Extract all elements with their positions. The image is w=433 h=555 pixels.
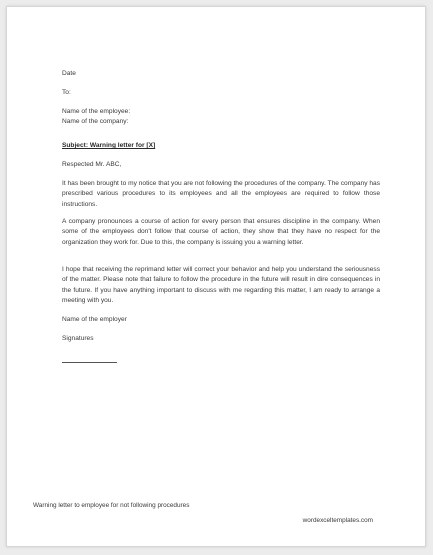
signatures-line: Signatures — [62, 335, 94, 342]
document-page — [6, 6, 426, 547]
date-line: Date — [62, 70, 76, 77]
employer-name-line: Name of the employer — [62, 316, 127, 323]
signature-rule — [62, 362, 117, 363]
paragraph-3: I hope that receiving the reprimand letter will correct your behavior and help you understand the seriousness of the matter. Please note that failure to follow the procedure in the future will result in dire consequences in the future. If you have anything important to discuss with me regarding this matter, I am ready to arrange a meeting with you. — [62, 266, 380, 305]
paragraph-1: It has been brought to my notice that you are not following the procedures of the company. The company has prescribed various procedures to its employees and all the employees are required to follow those instructions. — [62, 180, 380, 208]
paragraph-2: A company pronounces a course of action for every person that ensures discipline in the company. When some of the employees don't follow that course of action, they show that they have no respect for the organization they work for. Due to this, the company is issuing you a warning letter. — [62, 218, 380, 246]
subject-line: Subject: Warning letter for [X] — [62, 142, 156, 149]
to-line: To: — [62, 89, 71, 96]
salutation: Respected Mr. ABC, — [62, 161, 122, 168]
company-name-line: Name of the company: — [62, 118, 129, 125]
employee-name-line: Name of the employee: — [62, 108, 131, 115]
footer-website: wordexceltemplates.com — [302, 517, 373, 524]
footer-title: Warning letter to employee for not following procedures — [33, 502, 190, 509]
